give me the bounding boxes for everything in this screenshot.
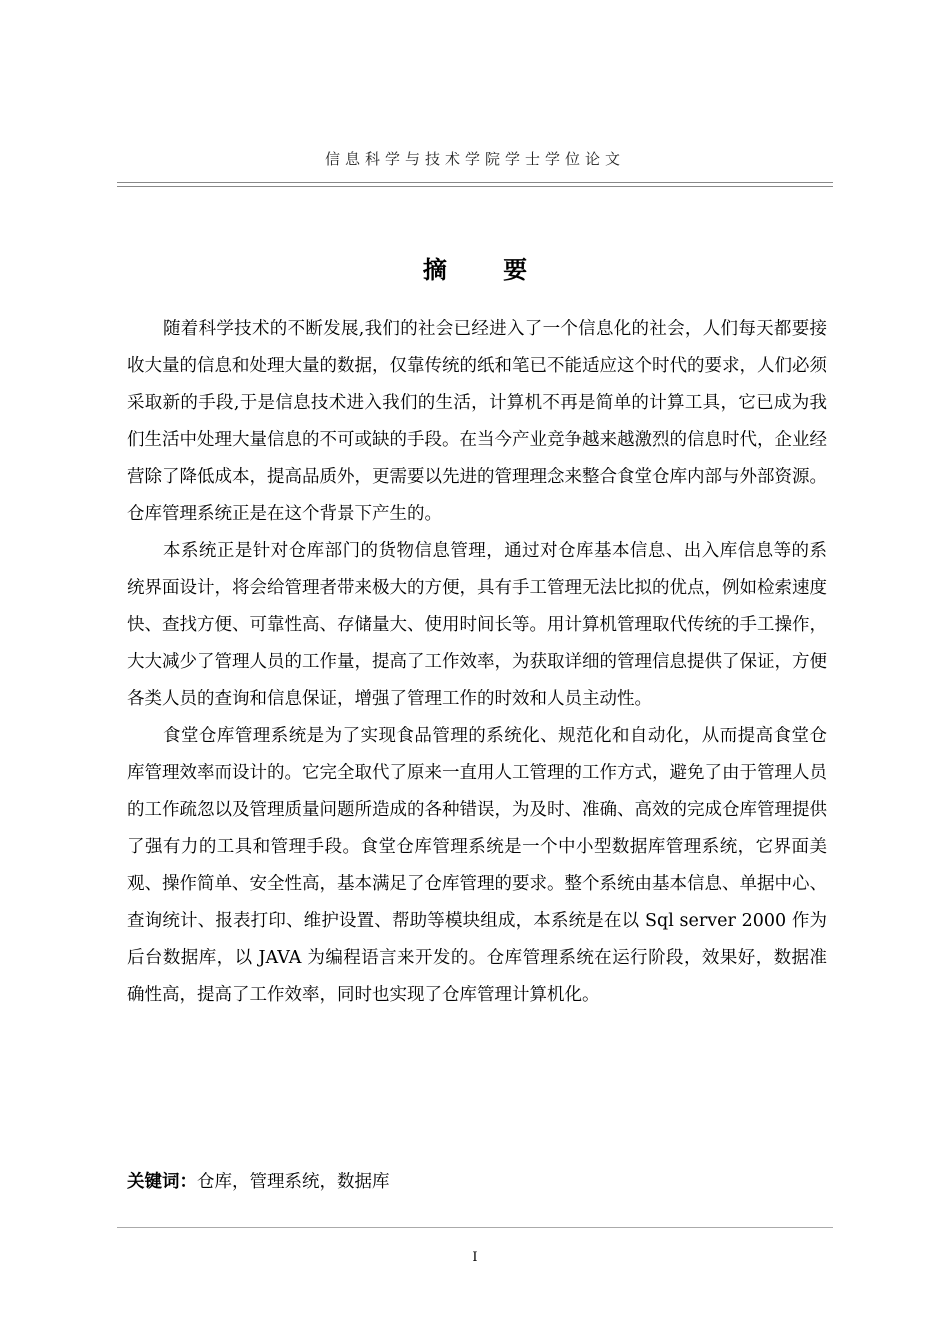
footer-divider — [117, 1227, 833, 1228]
keywords-line — [127, 1164, 827, 1201]
abstract-paragraph-2: 本系统正是针对仓库部门的货物信息管理，通过对仓库基本信息、出入库信息等的系统界面设计，将会给管理者带来极大的方便，具有手工管理无法比拟的优点，例如检索速度快、查找方便、可靠性高、存储量大、使用时间长等。用计算机管理取代传统的手工操作，大大减少了管理人员的工作量，提高了工作效率，为获取详细的管理信息提供了保证，方便各类人员的查询和信息保证，增强了管理工作的时效和人员主动性。 — [127, 541, 827, 709]
abstract-body — [127, 311, 827, 1014]
page-header: 信息科学与技术学院学士学位论文 — [324, 150, 625, 168]
keywords-value: 仓库，管理系统，数据库 — [197, 1172, 390, 1192]
page-number: I — [472, 1250, 478, 1265]
keywords-label: 关键词： — [127, 1172, 197, 1192]
abstract-paragraph-1: 随着科学技术的不断发展,我们的社会已经进入了一个信息化的社会，人们每天都要接收大量的信息和处理大量的数据，仅靠传统的纸和笔已不能适应这个时代的要求，人们必须采取新的手段,于是信息技术进入我们的生活，计算机不再是简单的计算工具，它已成为我们生活中处理大量信息的不可或缺的手段。在当今产业竞争越来越激烈的信息时代，企业经营除了降低成本，提高品质外，更需要以先进的管理理念来整合食堂仓库内部与外部资源。仓库管理系统正是在这个背景下产生的。 — [127, 319, 827, 524]
header-divider — [117, 182, 833, 187]
abstract-paragraph-3: 食堂仓库管理系统是为了实现食品管理的系统化、规范化和自动化，从而提高食堂仓库管理效率而设计的。它完全取代了原来一直用人工管理的工作方式，避免了由于管理人员的工作疏忽以及管理质量问题所造成的各种错误，为及时、准确、高效的完成仓库管理提供了强有力的工具和管理手段。食堂仓库管理系统是一个中小型数据库管理系统，它界面美观、操作简单、安全性高，基本满足了仓库管理的要求。整个系统由基本信息、单据中心、查询统计、报表打印、维护设置、帮助等模块组成，本系统是在以 Sql server 2000 作为后台数据库，以 JAVA 为编程语言来开发的。仓库管理系统在运行阶段，效果好，数据准确性高，提高了工作效率，同时也实现了仓库管理计算机化。 — [127, 726, 827, 1005]
abstract-title: 摘 要 — [422, 256, 552, 284]
